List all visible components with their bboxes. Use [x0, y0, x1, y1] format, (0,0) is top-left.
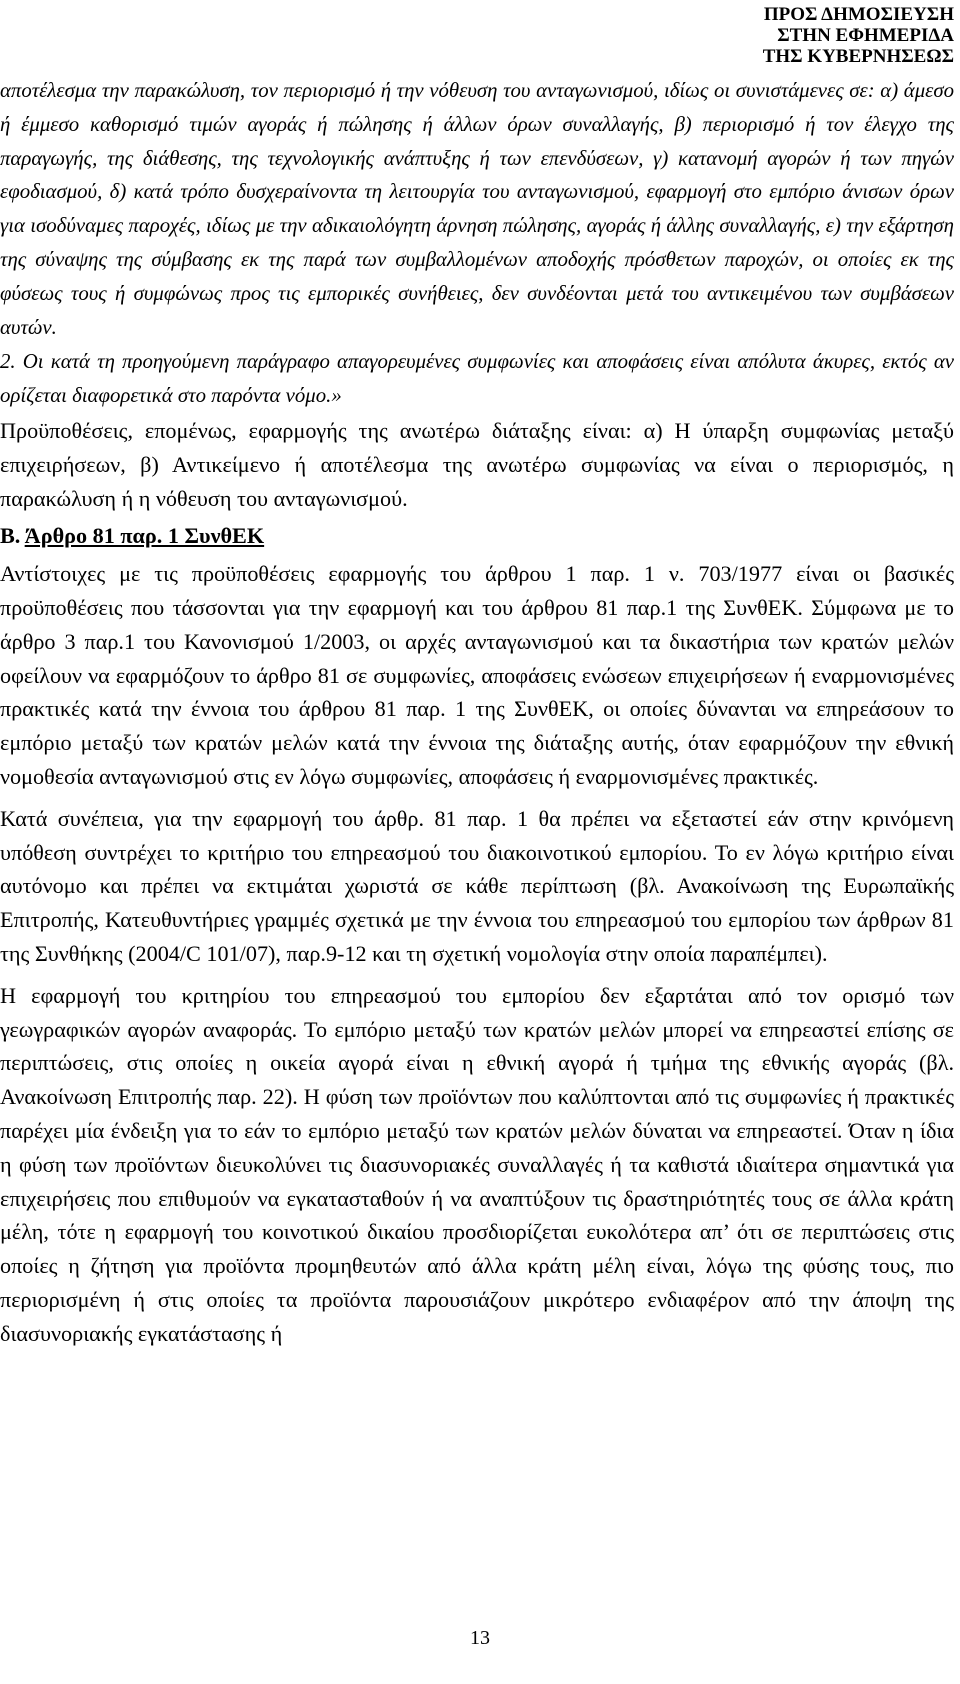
quoted-paragraph-2: 2. Οι κατά τη προηγούμενη παράγραφο απαγορευμένες συμφωνίες και αποφάσεις είναι απόλυτα άκυρες, εκτός αν ορίζεται διαφορετικά στο παρόντα νόμο.»: [0, 350, 954, 408]
publication-stamp-line-3: ΤΗΣ ΚΥΒΕΡΝΗΣΕΩΣ: [762, 46, 954, 67]
paragraph-conditions: Προϋποθέσεις, επομένως, εφαρμογής της ανωτέρω διάταξης είναι: α) Η ύπαρξη συμφωνίας μεταξύ επιχειρήσεων, β) Αντικείμενο ή αποτέλεσμα της ανωτέρω συμφωνίας να είναι ο περιορισμός, η παρακώλυση ή η νόθευση του ανταγωνισμού.: [0, 417, 954, 511]
document-body: [0, 74, 954, 1350]
paragraph-article-81: Αντίστοιχες με τις προϋποθέσεις εφαρμογής του άρθρου 1 παρ. 1 ν. 703/1977 είναι οι βασικές προϋποθέσεις που τάσσονται για την εφαρμογή και του άρθρου 81 παρ.1 της ΣυνθΕΚ. Σύμφωνα με το άρθρο 3 παρ.1 του Κανονισμού 1/2003, οι αρχές ανταγωνισμού και τα δικαστήρια των κρατών μελών οφείλουν να εφαρμόζουν το άρθρο 81 σε συμφωνίες, αποφάσεις ενώσεων επιχειρήσεων ή εναρμονισμένες πρακτικές κατά την έννοια του άρθρου 81 παρ. 1 της ΣυνθΕΚ, οι οποίες δύνανται να επηρεάσουν το εμπόριο μεταξύ των κρατών μελών κατά την έννοια της διάταξης αυτής, όταν εφαρμόζουν την εθνική νομοθεσία ανταγωνισμού στις εν λόγω συμφωνίες, αποφάσεις ή εναρμονισμένες πρακτικές.: [0, 561, 954, 789]
quoted-law-text: [0, 74, 954, 413]
publication-stamp: [763, 4, 954, 67]
section-heading-prefix: Β.: [0, 523, 25, 549]
paragraph-consequently: Κατά συνέπεια, για την εφαρμογή του άρθρ. 81 παρ. 1 θα πρέπει να εξεταστεί εάν στην κρινόμενη υπόθεση συντρέχει το κριτήριο του επηρεασμού του διακοινοτικού εμπορίου. Το εν λόγω κριτήριο είναι αυτόνομο και πρέπει να εκτιμάται χωριστά σε κάθε περίπτωση (βλ. Ανακοίνωση της Ευρωπαϊκής Επιτροπής, Κατευθυντήριες γραμμές σχετικά με την έννοια του επηρεασμού του εμπορίου των άρθρων 81 της Συνθήκης (2004/C 101/07), παρ.9-12 και τη σχετική νομολογία στην οποία παραπέμπει).: [0, 805, 954, 966]
section-heading: [0, 519, 954, 553]
page-number: 13: [470, 1627, 490, 1649]
quoted-paragraph-1: αποτέλεσμα την παρακώλυση, τον περιορισμό ή την νόθευση του ανταγωνισμού, ιδίως οι συνιστάμενες σε: α) άμεσο ή έμμεσο καθορισμό τιμών αγοράς ή πώλησης ή άλλων όρων συναλλαγής, β) περιορισμό ή τον έλεγχο της παραγωγής, της διάθεσης, της τεχνολογικής ανάπτυξης ή των επενδύσεων, γ) κατανομή αγορών ή των πηγών εφοδιασμού, δ) κατά τρόπο δυσχεραίνοντα τη λειτουργία του ανταγωνισμού, εφαρμογή στο εμπόριο άνισων όρων για ισοδύναμες παροχές, ιδίως με την αδικαιολόγητη άρνηση πώλησης, αγοράς ή άλλης συναλλαγής, ε) την εξάρτηση της σύναψης της σύμβασης εκ της παρά των συμβαλλομένων αποδοχής πρόσθετων παροχών, οι οποίες εκ της φύσεως τους ή συμφώνως προς τις εμπορικές συνήθειες, δεν συνδέονται μετά του αντικειμένου των συμβάσεων αυτών.: [0, 79, 954, 339]
publication-stamp-line-1: ΠΡΟΣ ΔΗΜΟΣΙΕΥΣΗ: [763, 4, 954, 25]
section-heading-title: Άρθρο 81 παρ. 1 ΣυνθΕΚ: [24, 523, 265, 549]
publication-stamp-line-2: ΣΤΗΝ ΕΦΗΜΕΡΙΔΑ: [777, 25, 954, 46]
paragraph-trade-criterion: Η εφαρμογή του κριτηρίου του επηρεασμού του εμπορίου δεν εξαρτάται από τον ορισμό των γεωγραφικών αγορών αναφοράς. Το εμπόριο μεταξύ των κρατών μελών μπορεί να επηρεαστεί επίσης σε περιπτώσεις, στις οποίες η οικεία αγορά είναι η εθνική αγορά ή τμήμα της εθνικής αγοράς (βλ. Ανακοίνωση Επιτροπής παρ. 22). Η φύση των προϊόντων που καλύπτονται από τις συμφωνίες ή πρακτικές παρέχει μία ένδειξη για το εάν το εμπόριο μεταξύ των κρατών μελών δύναται να επηρεαστεί. Όταν η ίδια η φύση των προϊόντων διευκολύνει τις διασυνοριακές συναλλαγές ή τα καθιστά ιδιαίτερα σημαντικά για επιχειρήσεις που επιθυμούν να εγκατασταθούν ή να αναπτύξουν τις δραστηριότητές τους σε άλλα κράτη μέλη, τότε η εφαρμογή του κοινοτικού δικαίου πρoσδιορίζεται ευκολότερα απ’ ότι σε περιπτώσεις στις οποίες η ζήτηση για προϊόντα προμηθευτών από άλλα κράτη μέλη είναι, λόγω της φύσης τους, πιο περιορισμένη ή στις οποίες τα προϊόντα παρουσιάζουν μικρότερο ενδιαφέρον από την άποψη της διασυνοριακής εγκατάστασης ή: [0, 982, 954, 1346]
